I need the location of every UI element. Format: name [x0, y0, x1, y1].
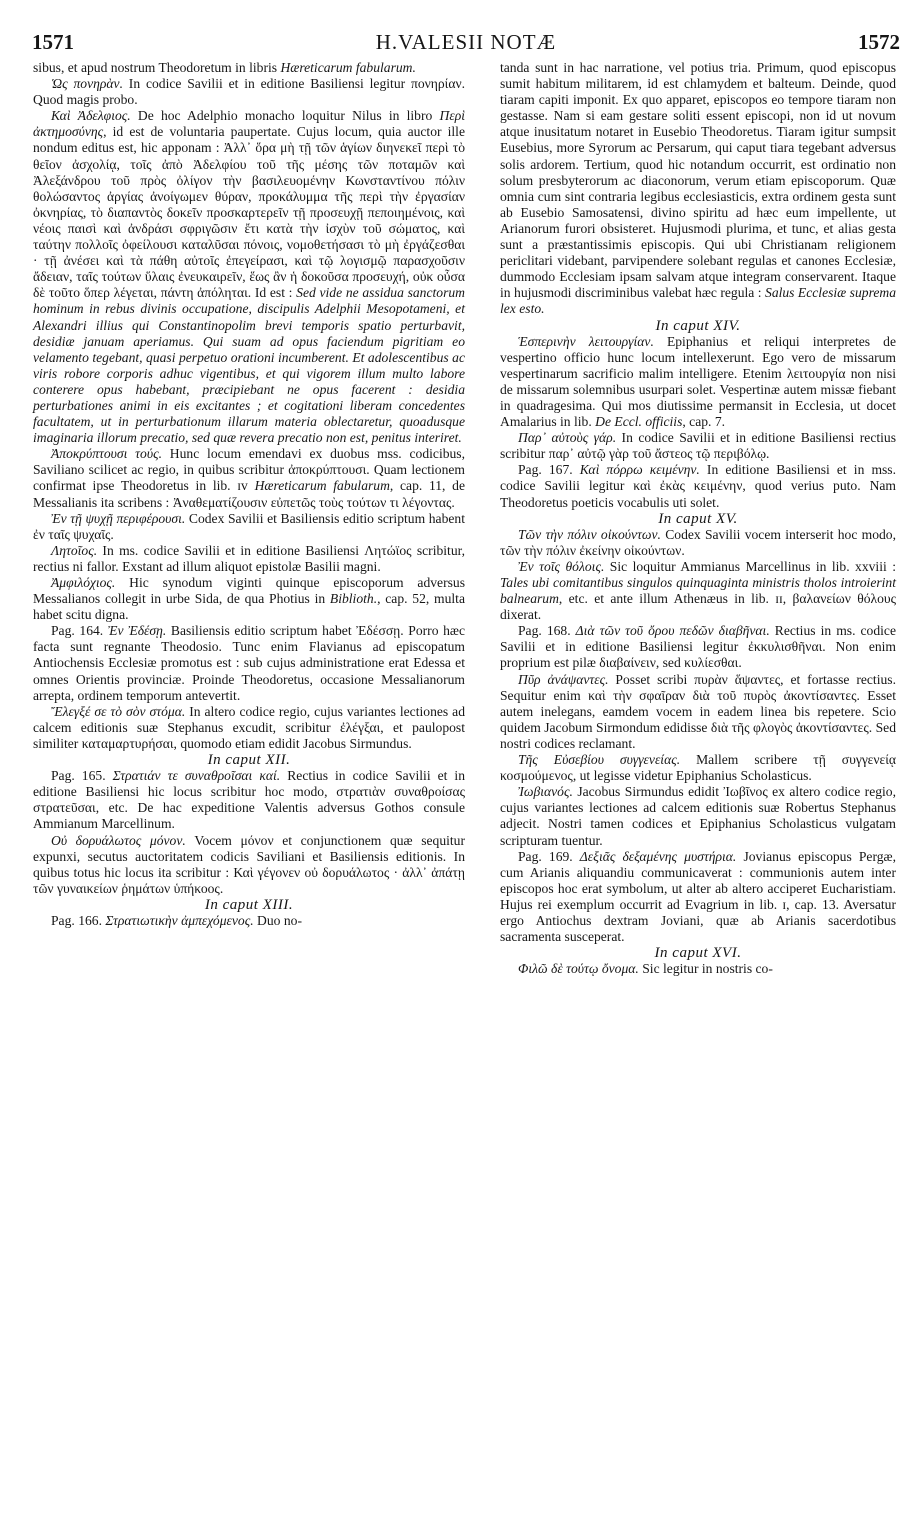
note-paragraph: Τῶν τὴν πόλιν οἰκούντων. Codex Savilii vocem interserit hoc modo, τῶν τὴν πόλιν ἐκείνην οἰκούντων.: [500, 526, 897, 558]
latin-translation: Sed vide ne assidua sanctorum hominum in rebus divinis occupatione, discipulis Adelphii Mesopotameni, et Alexandri illius qui Constantinopolim brevi temporis spatio perturbavit, desidiæ januam aperiamus. Qui suam ad opus faciendum pigritiam eo velamento tegebant, quasi perpetuo orationi incumberent. Et adolescentibus ac viris robore corporis adhuc vigentibus, et qui vigorem illum multo labore conterere opus habebant, præcipiebant ne opus facerent : desidia perturbationes animi in eis excitantes ; et cogitationi liberam concedentes facultatem, ut in perturbationum illarum materia oblectaretur, quoadusque imaginaria illorum precatio, sed quæ revera precatio non est, penitus interiret.: [33, 285, 465, 446]
lemma: Στρατιάν τε συναθροῖσαι καί.: [105, 768, 281, 784]
note-paragraph: Ἔλεγξέ σε τὸ σὸν στόμα. In altero codice regio, cujus variantes lectiones ad calcem editionis suæ Stephanus excudit, scribitur ἐλέγξαι, et paulopost similiter καταμαρτυρήσαι, quomodo etiam edidit Jacobus Sirmundus.: [33, 703, 465, 751]
note-paragraph: Ἀμφιλόχιος. Hic synodum viginti quinque episcoporum adversus Messalianos collegit in urbe Sida, de qua Photius in Biblioth., cap. 52, multa habet scitu digna.: [33, 575, 465, 623]
page-reference: Pag. 164.: [51, 623, 104, 639]
running-title: H.VALESII NOTÆ: [375, 30, 557, 54]
lemma: Ἐν Ἐδέσῃ.: [103, 623, 167, 639]
note-paragraph: Λητοῖος. In ms. codice Savilii et in editione Basiliensi Λητώϊος scribitur, rectius ni fallor. Exstant ad illum aliquot epistolæ Basilii magni.: [33, 542, 465, 574]
lemma: Ἑσπερινὴν λειτουργίαν.: [518, 333, 654, 349]
lemma: Τῶν τὴν πόλιν οἰκούντων.: [518, 526, 661, 542]
lemma: Ἰωβιανός.: [518, 784, 573, 800]
section-heading: In caput XII.: [207, 752, 291, 769]
page-number-right: 1572: [858, 30, 900, 54]
section-heading: In caput XV.: [658, 510, 738, 527]
motto: Salus Ecclesiæ suprema lex esto.: [500, 285, 896, 317]
left-column: [33, 60, 465, 929]
note-paragraph: Ἀποκρύπτουσι τούς. Hunc locum emendavi ex duobus mss. codicibus, Saviliano scilicet ac regio, in quibus scribitur ἀποκρύπτουσι. Quam lectionem confirmat ipse Theodoretus in lib. ɪv Hæreticarum fabularum, cap. 11, de Messalianis ita scribens : Ἀναθεματίζουσιν εὐπετῶς τοὺς τούτων τι λέγοντας.: [33, 446, 465, 510]
lemma: Ἐν τῇ ψυχῇ περιφέρουσι.: [51, 510, 186, 526]
note-paragraph: Πῦρ ἀνάψαντες. Posset scribi πυρὰν ἅψαντες, et fortasse rectius. Sequitur enim καὶ τὴν σφαῖραν διὰ τοῦ πυρὸς ἀκοντίσαντες. Esset autem inelegans, eamdem vocem in eadem linea bis repetere. Scio quidem Jacobum Sirmondum edidisse διὰ τῆς φλογὸς ἀκοντίσαντες. Sed nostri codices reclamant.: [500, 671, 896, 751]
note-paragraph: Pag. 166. Στρατιωτικὴν ἀμπεχόμενος. Duo no-: [51, 912, 302, 928]
lemma: Στρατιωτικὴν ἀμπεχόμενος.: [101, 912, 254, 928]
note-paragraph: Παρ᾽ αὐτοὺς γάρ. In codice Savilii et in editione Basiliensi rectius scribitur παρ᾽ αὐτῷ γὰρ τοῦ ἄστεος τῷ περιβόλῳ.: [500, 430, 896, 462]
right-column: [500, 60, 896, 977]
note-paragraph: Ἑσπερινὴν λειτουργίαν. Epiphanius et reliqui interpretes de vespertino officio hunc locum intellexerunt. Ego vero de missarum vespertinarum sacrificio malim intelligere. Etenim λειτουργία non nisi de missarum solemnibus usurpari solet. Vespertinæ autem missæ fiebant in quadragesima. Qui mos diutissime permansit in Ecclesia, ut docet Amalarius in lib. De Eccl. officiis, cap. 7.: [500, 333, 896, 430]
lemma: Καὶ πόρρω κειμένην.: [572, 462, 700, 478]
page-reference: Pag. 169.: [518, 848, 573, 864]
lemma: Οὐ δορυάλωτος μόνον.: [51, 832, 186, 848]
note-paragraph: tanda sunt in hac narratione, vel potius tria. Primum, quod episcopus sumit habitum militarem, id est chlamydem et balteum. Deinde, quod tiaram capiti imponit. Ex quo apparet, episcopos eo tempore tiaram non gestasse. Nam si eam gestare soliti essent episcopi, non id ut novum atque inusitatum notaret in Eusebio Theodoretus. Tiaram igitur sumpsit Eusebius, more Syrorum ac Persarum, qui caput tiara tegebant adversus solis ardorem. Tertium, quod hic notandum occurrit, est ordinatio non solum presbyterorum ac diaconorum, verum etiam episcoporum. Quæ omnia cum sint contraria legibus ecclesiasticis, extra ordinem gesta sunt ab Eusebio Samosatensi, divino spiritu ad hæc eum impellente, ut Arianorum furori obsisteret. Hujusmodi plurima, et tunc, et alias gesta sunt a præstantissimis episcopis. Qui ubi Christianam religionem periclitari videbant, parvipendere solebant regulas et canones Ecclesiæ, dummodo Ecclesiam ipsam salvam atque integram conservarent. Itaque in hujusmodi discriminibus valebat hæc regula : Salus Ecclesiæ suprema lex esto.: [500, 60, 896, 317]
lemma: Φιλῶ δὲ τούτῳ ὄνομα.: [518, 961, 639, 977]
lemma: Ἐν τοῖς θόλοις.: [518, 558, 605, 574]
note-paragraph: Τῆς Εὐσεβίου συγγενείας. Mallem scribere τῇ συγγενείᾳ κοσμούμενος, ut legisse videtur Epiphanius Scholasticus.: [500, 752, 896, 784]
section-heading: In caput XIII.: [204, 896, 294, 913]
section-heading: In caput XVI.: [654, 945, 742, 962]
note-paragraph: Καὶ Ἀδελφιος. De hoc Adelphio monacho loquitur Nilus in libro Περὶ ἀκτημοσύνης, id est de voluntaria paupertate. Cujus locum, quia auctor ille nondum editus est, hic apponam : Ἀλλ᾽ ὅρα μὴ τῇ τῶν ἁγίων διηνεκεῖ περὶ τὸ θεῖον ἀσχολίᾳ, τοῖς ἀπὸ Ἀδελφίου τοῦ τῆς μέσης τῶν ποταμῶν καὶ Ἀλεξάνδρου τοῦ πρὸς ὀλίγον τὴν βασιλευομένην Κωνσταντίνου πόλιν θολώσαντος ἀργίας ἀνοίγωμεν θύραν, προκάλυμμα τῆς περὶ τὴν ἐργασίαν ὀκνηρίας, τὸ διαπαντὸς δοκεῖν προσκαρτερεῖν τῇ προσευχῇ πεποιημένοις, καὶ νέοις παισὶ καὶ ἀνδράσι σφριγῶσιν ἔτι κατὰ τὴν ἰσχὺν τοῦ σώματος, καὶ ταύτην πολλοῖς ὀφείλουσι καταλῦσαι πόνοις, νομοθετήσασι τὸ μὴ ἐργάζεσθαι · τῇ ἀνέσει καὶ τὰ πάθη αὐτοῖς ἐπεγείρασι, καὶ τῷ λογισμῷ παρασχοῦσιν ἄδειαν, ταῖς τούτων ὕλαις ἐνευκαιρεῖν, ἕως ἂν ἡ δοκοῦσα προσευχή, οὐκ οὖσα δὲ τοῦτο ὅπερ λέγεται, πάντη ἀπόληται. Id est : Sed vide ne assidua sanctorum hominum in rebus divinis occupatione, discipulis Adelphii Mesopotameni, et Alexandri illius qui Constantinopolim brevi temporis spatio perturbavit, desidiæ januam aperiamus. Qui suam ad opus faciendum pigritiam eo velamento tegebant, quasi perpetuo orationi incumberent. Et adolescentibus ac viris robore corporis adhuc vigentibus, et qui vigorem illum multo labore conterere opus habebant, præcipiebant ne opus facerent : desidia perturbationes animi in eis excitantes ; et cogitationi liberam concedentes facultatem, ut in perturbationum illarum materia oblectaretur, quoadusque imaginaria illorum precatio, sed quæ revera precatio non est, penitus interiret.: [33, 108, 465, 446]
note-paragraph: Οὐ δορυάλωτος μόνον. Vocem μόνον et conjunctionem quæ sequitur expunxi, secutus auctoritatem codicis Saviliani et Basiliensis editionis. In quibus totus hic locus ita scribitur : Καὶ γέγονεν οὐ δορυάλωτος · ἀλλ᾽ ἀπάτῃ τῶν γυναικείων ῥημάτων ὑπήκοος.: [33, 832, 465, 896]
note-paragraph: sibus, et apud nostrum Theodoretum in libris Hæreticarum fabularum.: [33, 60, 416, 75]
note-paragraph: Ὡς πονηρὰν. In codice Savilii et in editione Basiliensi legitur πονηρίαν. Quod magis probo.: [33, 76, 465, 108]
lemma: Ἀμφιλόχιος.: [51, 575, 116, 590]
note-paragraph: Ἰωβιανός. Jacobus Sirmundus edidit Ἰωβῖνος ex altero codice regio, cujus variantes lectiones ad calcem editionis suæ Robertus Stephanus adjecit. Nostri tamen codices et Epiphanius Scholasticus vulgatam scripturam tuentur.: [500, 784, 896, 848]
lemma: Δεξιᾶς δεξαμένης μυστήρια.: [572, 848, 737, 864]
section-heading: In caput XIV.: [655, 317, 741, 334]
page-number-left: 1571: [32, 30, 74, 54]
page-reference: Pag. 166.: [51, 912, 102, 928]
note-paragraph: Φιλῶ δὲ τούτῳ ὄνομα. Sic legitur in nostris co-: [518, 961, 773, 977]
lemma: Διὰ τῶν τοῦ ὄρου πεδῶν διαβῆναι.: [570, 623, 770, 639]
lemma: Ὡς πονηρὰν.: [51, 76, 123, 92]
note-paragraph: Pag. 164. Ἐν Ἐδέσῃ. Basiliensis editio scriptum habet Ἐδέσσῃ. Porro hæc facta sunt regnante Theodosio. Tunc enim Flavianus ad episcopatum Antiochensis Ecclesiæ promotus est : sub cujus administratione erat Edessa et omnes Orientis provinciæ. Proinde Theodoretus, occasione Messalianorum arrepta, ordinem temporum antevertit.: [33, 623, 466, 703]
running-head: [32, 30, 900, 60]
note-paragraph: Pag. 169. Δεξιᾶς δεξαμένης μυστήρια. Jovianus episcopus Pergæ, cum Arianis aliquandiu communicaverat : communionis autem inter episcopos hoc erat symbolum, ut alter ab altero acciperet Eucharistiam. Hujus rei exemplum occurrit ad Evagrium in lib. ɪ, cap. 13. Aversatur ergo Antiochus dextram Joviani, quæ ab Arianis sacerdotibus sacramenta susceperat.: [500, 848, 896, 945]
lemma: Λητοῖος.: [51, 542, 98, 558]
lemma: Ἀποκρύπτουσι τούς.: [51, 446, 163, 462]
page-reference: Pag. 167.: [518, 462, 573, 478]
lemma: Τῆς Εὐσεβίου συγγενείας.: [518, 752, 681, 768]
note-paragraph: Pag. 167. Καὶ πόρρω κειμένην. In editione Basiliensi et in mss. codice Savilii legitur καὶ ἐκὰς κειμένην, quod verius puto. Nam Theodoretus poeticis vocabulis uti solet.: [500, 462, 897, 510]
lemma: Καὶ Ἀδελφιος.: [51, 108, 131, 124]
lemma: Παρ᾽ αὐτοὺς γάρ.: [518, 430, 617, 446]
note-paragraph: Ἐν τοῖς θόλοις. Sic loquitur Ammianus Marcellinus in lib. xxviii : Tales ubi comitantibus singulos quinquaginta ministris tholos introierint balnearum, etc. et ante illum Athenæus in lib. ɪɪ, βαλανείων θόλους dixerat.: [500, 558, 896, 623]
page-reference: Pag. 165.: [51, 768, 106, 784]
note-paragraph: Ἐν τῇ ψυχῇ περιφέρουσι. Codex Savilii et Basiliensis editio scriptum habent ἐν ταῖς ψυχαῖς.: [33, 510, 465, 542]
note-paragraph: Pag. 168. Διὰ τῶν τοῦ ὄρου πεδῶν διαβῆναι. Rectius in ms. codice Savilii et in editione Basiliensi legitur ἐκκυλισθῆναι. Non enim proprium est pilæ διαβαίνειν, sed κυλίεσθαι.: [500, 623, 896, 671]
lemma: Ἔλεγξέ σε τὸ σὸν στόμα.: [51, 703, 186, 719]
page-reference: Pag. 168.: [518, 623, 571, 639]
note-paragraph: Pag. 165. Στρατιάν τε συναθροῖσαι καί. Rectius in codice Savilii et in editione Basiliensi hic locus scribitur hoc modo, στρατιὰν συναθροίσας στρατεῦσαι, etc. De hac expeditione Valentis adversus Gothos consule Ammianum Marcellinum.: [33, 768, 466, 832]
lemma: Πῦρ ἀνάψαντες.: [518, 671, 609, 687]
